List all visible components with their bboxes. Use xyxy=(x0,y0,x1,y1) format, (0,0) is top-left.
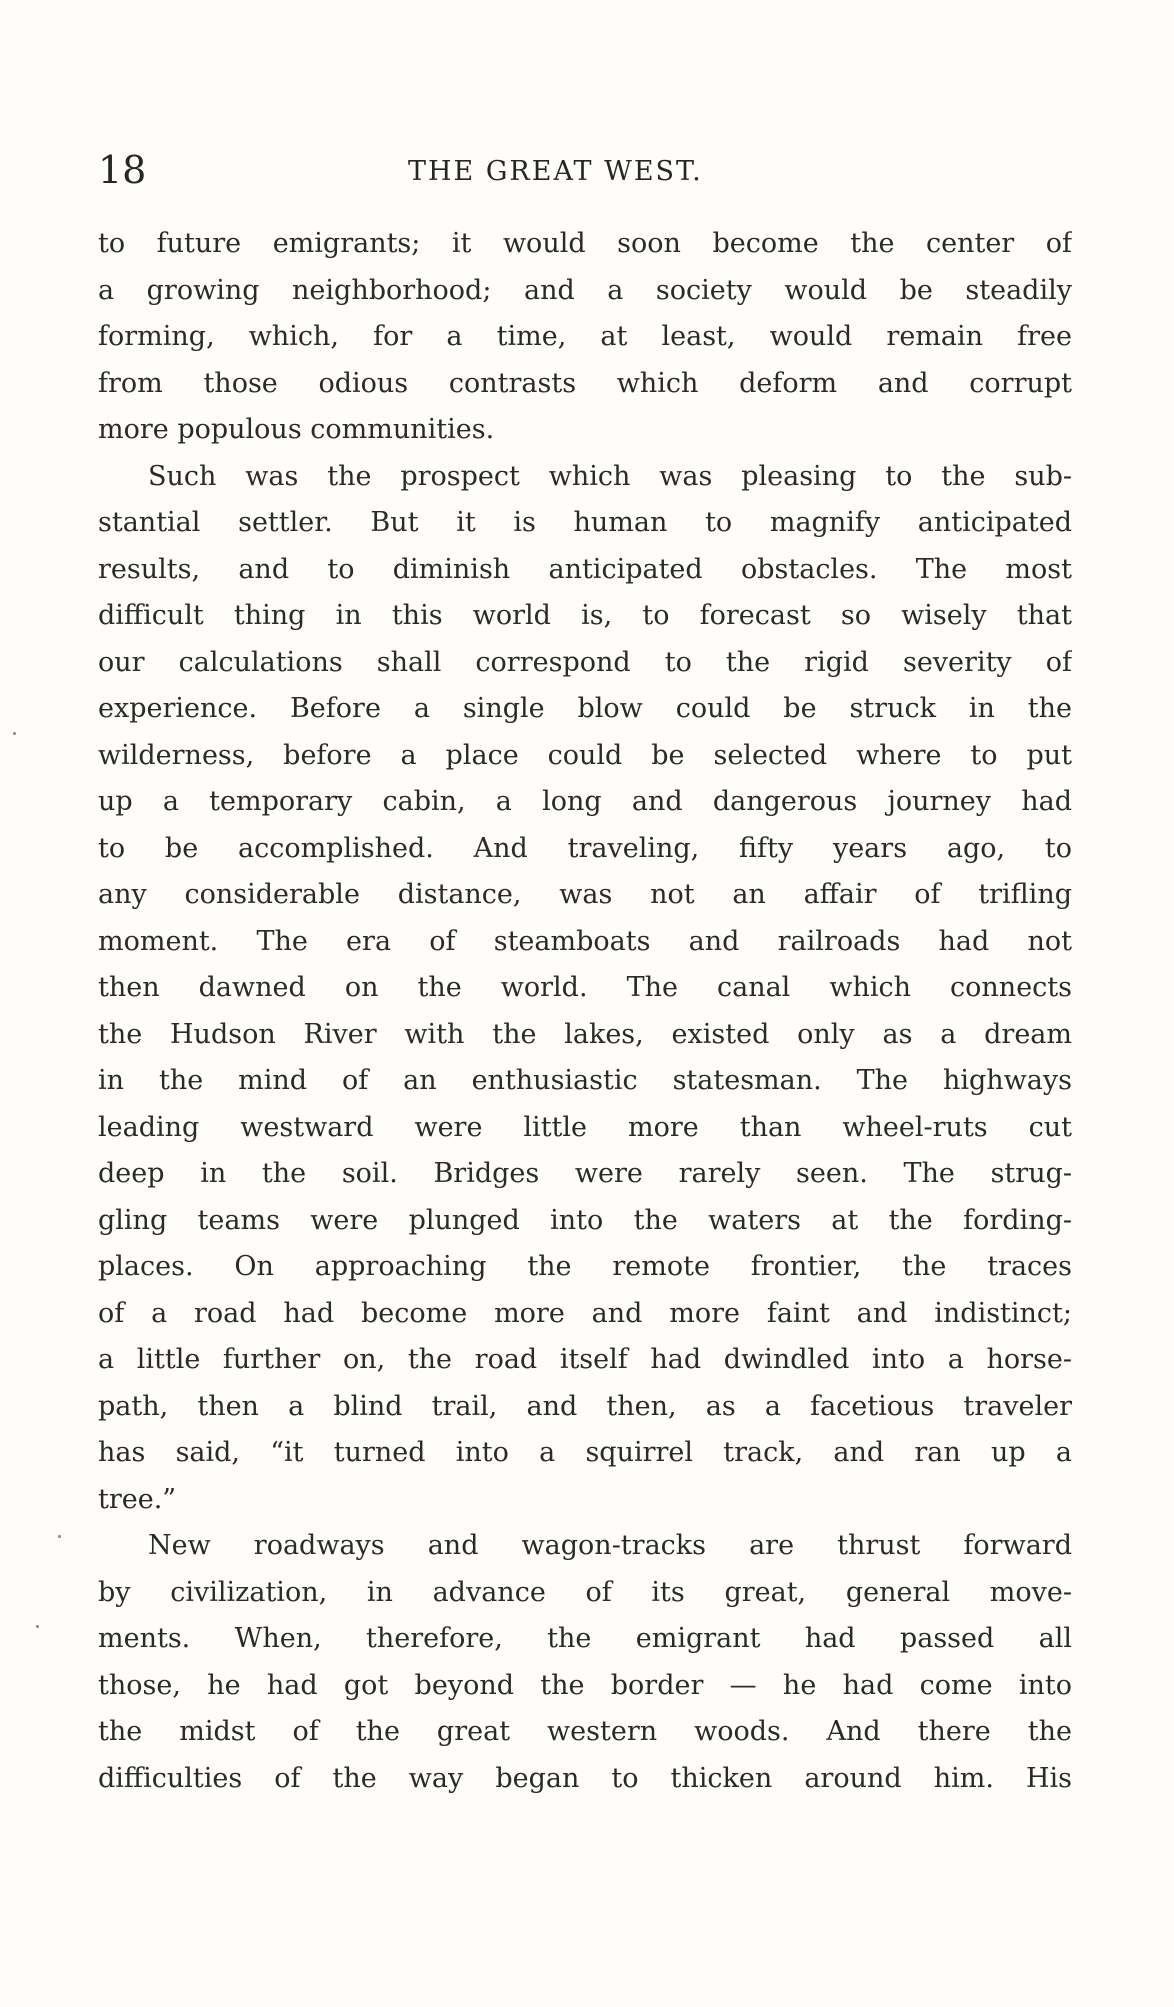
text-line: those, he had got beyond the border — he had come into xyxy=(98,1669,1072,1701)
text-line: a growing neighborhood; and a society would be steadily xyxy=(98,274,1072,306)
text-line: up a temporary cabin, a long and dangerous journey had xyxy=(98,786,1072,817)
text-line: difficulties of the way began to thicken around him. His xyxy=(98,1762,1072,1794)
paper-speck xyxy=(13,732,16,735)
running-head: THE GREAT WEST. xyxy=(408,156,703,187)
text-line: difficult thing in this world is, to forecast so wisely that xyxy=(98,600,1072,631)
text-line: a little further on, the road itself had dwindled into a horse- xyxy=(98,1344,1072,1375)
text-line: to be accomplished. And traveling, fifty years ago, to xyxy=(98,832,1072,864)
text-line: wilderness, before a place could be selected where to put xyxy=(98,739,1072,771)
text-line: more populous communities. xyxy=(98,414,495,445)
paper-speck xyxy=(36,1625,39,1628)
text-line: ments. When, therefore, the emigrant had passed all xyxy=(98,1623,1072,1654)
text-line: gling teams were plunged into the waters at the fording- xyxy=(98,1204,1072,1236)
text-line: deep in the soil. Bridges were rarely seen. The strug- xyxy=(98,1158,1072,1189)
text-line: tree.” xyxy=(98,1483,177,1515)
text-line: moment. The era of steamboats and railroads had not xyxy=(98,925,1072,957)
page-header xyxy=(98,146,1072,194)
text-line: leading westward were little more than wheel-ruts cut xyxy=(98,1111,1072,1143)
text-line: path, then a blind trail, and then, as a facetious traveler xyxy=(98,1390,1072,1422)
text-line: Such was the prospect which was pleasing to the sub- xyxy=(148,460,1072,492)
text-line: stantial settler. But it is human to magnify anticipated xyxy=(98,507,1072,538)
text-line: has said, “it turned into a squirrel track, and ran up a xyxy=(98,1437,1072,1468)
text-line: New roadways and wagon-tracks are thrust forward xyxy=(148,1530,1072,1561)
text-line: by civilization, in advance of its great, general move- xyxy=(98,1576,1072,1608)
paper-speck xyxy=(58,1535,61,1538)
body-text xyxy=(98,221,1072,1802)
text-line: our calculations shall correspond to the rigid severity of xyxy=(98,646,1072,678)
text-line: from those odious contrasts which deform and corrupt xyxy=(98,367,1072,399)
text-line: to future emigrants; it would soon become the center of xyxy=(98,228,1072,259)
text-line: experience. Before a single blow could be struck in the xyxy=(98,693,1072,724)
text-line: results, and to diminish anticipated obstacles. The most xyxy=(98,553,1072,585)
page-number: 18 xyxy=(98,148,147,192)
text-line: forming, which, for a time, at least, would remain free xyxy=(98,321,1072,352)
text-line: then dawned on the world. The canal which connects xyxy=(98,972,1072,1003)
text-line: the Hudson River with the lakes, existed only as a dream xyxy=(98,1018,1072,1050)
text-line: of a road had become more and more faint and indistinct; xyxy=(98,1297,1072,1329)
text-line: in the mind of an enthusiastic statesman. The highways xyxy=(98,1065,1072,1096)
text-line: places. On approaching the remote frontier, the traces xyxy=(98,1251,1072,1282)
text-line: the midst of the great western woods. And there the xyxy=(98,1716,1072,1747)
text-line: any considerable distance, was not an affair of trifling xyxy=(98,879,1072,910)
